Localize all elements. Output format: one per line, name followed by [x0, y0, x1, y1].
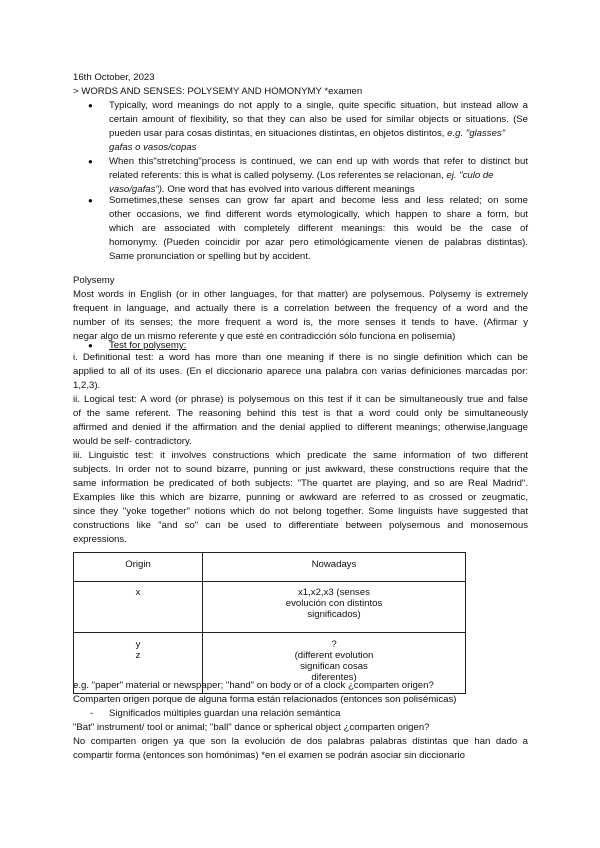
table-header-row [74, 553, 466, 582]
table-cell-origin: x [74, 582, 203, 633]
test-line12: since they "yoke together" notions which do not belong together. Some linguists have suggested that [73, 506, 528, 517]
bullet3-line4: homonymy. (Pueden coincidir por azar pero etimológicamente vienen de palabras distintas). [109, 237, 528, 248]
section-heading: > WORDS AND SENSES: POLYSEMY AND HOMONYMY *examen [73, 86, 363, 97]
bullet-marker: ● [88, 157, 93, 166]
table-header-nowadays: Nowadays [203, 553, 466, 582]
table-row [74, 582, 466, 633]
cell-text: significan cosas [300, 661, 368, 672]
cell-text: (different evolution [294, 650, 374, 661]
polysemy-para-line4: negar algo de un mismo referente y que esté en contradicción sólo funciona en polisemia) [73, 331, 456, 342]
sub-bullet-marker: - [90, 708, 94, 719]
bullet2-line1: When this"stretching"process is continued, we can end up with words that refer to distinct but [109, 156, 528, 167]
bullet1-line1: Typically, word meanings do not apply to a single, quite specific situation, but instead allow a [109, 100, 528, 111]
test-line13: constructions like "and so" can be used to differentiate between polysemous and monosemous [73, 520, 528, 531]
test-line6: affirmed and denied if the affirmation and the denial applied to different meanings; otherwise,language [73, 422, 528, 433]
bullet2-line3-text: One word that has evolved into various different meanings [164, 184, 415, 195]
polysemy-para-line1: Most words in English (or in other languages, for that matter) are polysemous. Polysemy is extremely [73, 289, 528, 300]
cell-text: significados) [307, 609, 361, 620]
bullet1-line3-text: pueden usar para cosas distintas, en situaciones distintas, en objetos distintos, [109, 128, 448, 139]
test-line7: would be self- contradictory. [73, 436, 192, 447]
table-cell-nowadays [203, 582, 466, 633]
bullet1-line2: certain amount of flexibility, so that they can also be used for similar objects or situations. (Se [109, 114, 528, 125]
after-line1: e.g. "paper" material or newspaper; "hand" on body or of a clock ¿comparten origen? [73, 680, 434, 691]
bullet1-line3 [109, 128, 505, 139]
after-line4: "Bat" instrument/ tool or animal; "ball" dance or spherical object ¿comparten origen? [73, 722, 430, 733]
bullet2-line3 [109, 184, 415, 195]
test-line9: subjects. In order not to sound bizarre, punning or just awkward, these constructions require that the [73, 464, 528, 475]
bullet3-line5: Same pronunciation or spelling but by accident. [109, 251, 311, 262]
test-line10: same information be predicated of both subjects: "The quartet are playing, and so are Real Madrid". [73, 478, 528, 489]
test-line1: i. Definitional test: a word has more than one meaning if there is no single definition which can be [73, 352, 528, 363]
bullet2-example: ej. "culo de [446, 170, 494, 181]
polysemy-title: Polysemy [73, 275, 115, 286]
cell-text: x1,x2,x3 (senses [298, 587, 370, 598]
cell-text: z [135, 650, 141, 661]
test-line11: Examples like this which are bizarre, punning or awkward are referred to as crossed or zeugmatic, [73, 492, 528, 503]
cell-text: ? [331, 639, 337, 650]
bullet-marker: ● [88, 196, 93, 205]
test-line3: 1,2,3). [73, 380, 101, 391]
test-line8: iii. Linguistic test: it involves constructions which predicate the same information of two different [73, 450, 528, 461]
test-line4: ii. Logical test: A word (or phrase) is polysemous on this test if it can be simultaneously true and false [73, 394, 528, 405]
cell-text: diferentes) [311, 672, 357, 683]
bullet-marker: ● [88, 341, 93, 350]
bullet2-line2-text: related referents: this is what is called polysemy. (Los referentes se relacionan, [109, 170, 447, 181]
bullet3-line2: other occasions, we find different words etymologically, which happen to share a form, but [109, 209, 528, 220]
test-line2: applied to all of its uses. (En el diccionario aparece una palabra con varias definiciones marcadas por: [73, 366, 528, 377]
after-line2: Comparten origen porque de alguna forma están relacionados (entonces son polisémicas) [73, 694, 457, 705]
bullet3-line1: Sometimes,these senses can grow far apart and become less and less related; on some [109, 195, 528, 206]
polysemy-para-line3: number of its senses; the more frequent a word is, the more senses it tends to have. (Afirmar y [73, 317, 528, 328]
after-line6: compartir forma (entonces son homónimas) *en el examen se podrán asociar sin diccionario [73, 750, 465, 761]
test-line14: expressions. [73, 534, 127, 545]
after-line5: No comparten origen ya que son la evolución de dos palabras palabras distintas que han dado a [73, 736, 528, 747]
origin-nowadays-table [73, 552, 466, 694]
test-line5: of the same referent. The reasoning behind this test is that a word could only be simultaneously [73, 408, 528, 419]
cell-text: evolución con distintos [285, 598, 383, 609]
table-header-origin: Origin [74, 553, 203, 582]
test-for-polysemy-label: Test for polysemy: [109, 340, 187, 351]
cell-text: y [135, 639, 141, 650]
bullet3-line3: which are associated with completely different meanings: this would be the case of [109, 223, 528, 234]
bullet1-line4: gafas o vasos/copas [109, 142, 197, 153]
date-line: 16th October, 2023 [73, 72, 155, 83]
bullet1-example: e.g. "glasses" [447, 128, 506, 139]
bullet2-line2 [109, 170, 494, 181]
bullet-marker: ● [88, 101, 93, 110]
bullet2-example-end: vaso/gafas"). [109, 184, 165, 195]
polysemy-para-line2: frequent in language, and actually there is a correlation between the frequency of a word and the [73, 303, 528, 314]
after-line3: Significados múltiples guardan una relación semántica [109, 708, 341, 719]
